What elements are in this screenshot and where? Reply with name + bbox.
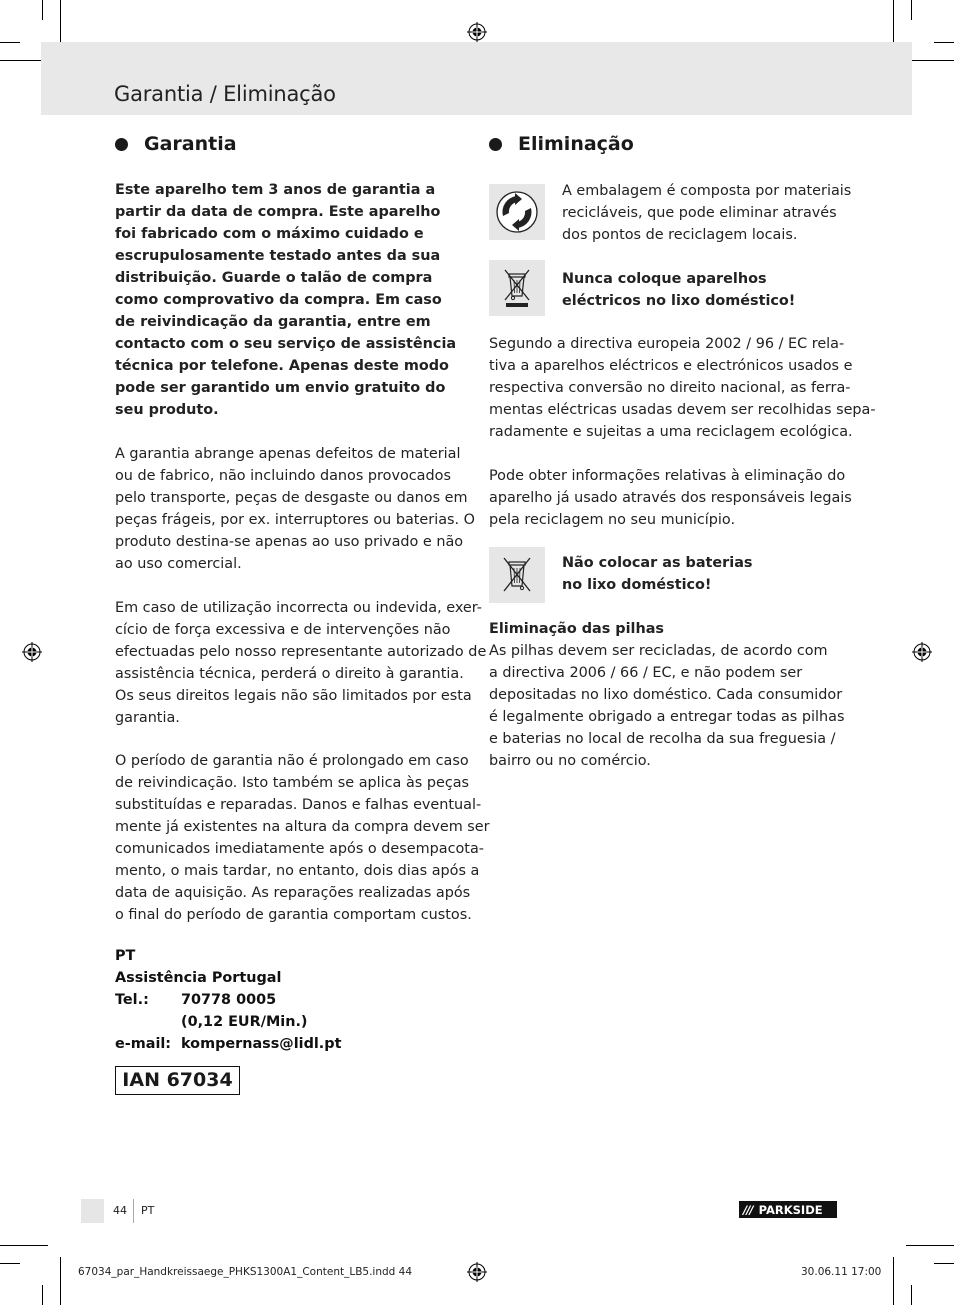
battery-section [489, 618, 844, 772]
text-line: no lixo doméstico! [562, 577, 712, 593]
crop-mark [0, 42, 20, 43]
text-line: Este aparelho tem 3 anos de garantia a [115, 182, 436, 198]
text-line: ao uso comercial. [115, 556, 242, 572]
text-line: partir da data de compra. Este aparelho [115, 204, 441, 220]
battery-warning [562, 552, 752, 596]
contact-tel-label: Tel.: [115, 992, 149, 1008]
text-line: bairro ou no comércio. [489, 753, 651, 769]
page-number: 44 [113, 1204, 127, 1217]
contact-country: PT [115, 948, 136, 964]
brand-name: PARKSIDE [758, 1202, 823, 1217]
text-line: pode ser garantido um envio gratuito do [115, 380, 446, 396]
text-line: Pode obter informações relativas à eliminação do [489, 468, 846, 484]
crop-mark [0, 1245, 48, 1246]
crop-mark [906, 60, 954, 61]
warranty-heading [115, 133, 237, 155]
crop-mark [906, 1245, 954, 1246]
text-line: Nunca coloque aparelhos [562, 271, 767, 287]
text-line: mente já existentes na altura da compra devem ser [115, 819, 490, 835]
text-line: peças frágeis, por ex. interruptores ou baterias. O [115, 512, 475, 528]
bullet-icon [489, 138, 502, 151]
directive-text [489, 333, 876, 443]
registration-mark-icon [467, 22, 487, 42]
registration-mark-icon [467, 1262, 487, 1282]
disposal-heading-text: Eliminação [518, 133, 634, 155]
warranty-heading-text: Garantia [144, 133, 237, 155]
text-line: depositadas no lixo doméstico. Cada consumidor [489, 687, 843, 703]
crop-mark [911, 0, 912, 20]
crop-mark [893, 1257, 894, 1305]
green-dot-recycling-icon [489, 184, 545, 240]
crop-mark [42, 0, 43, 20]
page-divider [133, 1199, 134, 1223]
text-line: respectiva conversão no direito nacional, as ferra- [489, 380, 851, 396]
warranty-intro [115, 179, 456, 421]
spacer [115, 1011, 181, 1033]
text-line: mento, o mais tardar, no entanto, dois dias após a [115, 863, 480, 879]
contact-tel-rate: (0,12 EUR/Min.) [181, 1014, 308, 1030]
crop-mark [911, 1285, 912, 1305]
text-line: distribuição. Guarde o talão de compra [115, 270, 433, 286]
contact-tel-number[interactable]: 70778 0005 [181, 992, 277, 1008]
text-line: contacto com o seu serviço de assistência [115, 336, 457, 352]
text-line: produto destina-se apenas ao uso privado e não [115, 534, 464, 550]
text-line: Não colocar as baterias [562, 555, 753, 571]
parkside-logo [739, 1201, 837, 1218]
page-title: Garantia / Eliminação [114, 82, 336, 106]
text-line: radamente e sujeitas a uma reciclagem ecológica. [489, 424, 853, 440]
no-household-warning [562, 268, 795, 312]
crop-mark [42, 1285, 43, 1305]
text-line: substituídas e reparadas. Danos e falhas eventual- [115, 797, 482, 813]
text-line: aparelho já usado através dos responsáveis legais [489, 490, 852, 506]
text-line: Os seus direitos legais não são limitados por esta [115, 688, 472, 704]
warranty-misuse [115, 597, 486, 729]
contact-service: Assistência Portugal [115, 970, 282, 986]
text-line: o final do período de garantia comportam custos. [115, 907, 472, 923]
crop-mark [893, 0, 894, 48]
info-text [489, 465, 852, 531]
warranty-coverage [115, 443, 475, 575]
crop-mark [0, 1263, 20, 1264]
text-line: recicláveis, que pode eliminar através [562, 205, 837, 221]
crop-mark [60, 1257, 61, 1305]
print-timestamp: 30.06.11 17:00 [801, 1266, 882, 1278]
text-line: pelo transporte, peças de desgaste ou danos em [115, 490, 468, 506]
contact-email[interactable]: kompernass@lidl.pt [181, 1036, 342, 1052]
text-line: cício de força excessiva e de intervenções não [115, 622, 451, 638]
text-line: dos pontos de reciclagem locais. [562, 227, 798, 243]
text-line: técnica por telefone. Apenas deste modo [115, 358, 449, 374]
text-line: de reivindicação. Isto também se aplica às peças [115, 775, 470, 791]
registration-mark-icon [22, 642, 42, 662]
brand-slashes: /// [743, 1202, 753, 1217]
text-line: assistência técnica, perderá o direito à garantia. [115, 666, 464, 682]
text-line: a directiva 2006 / 66 / EC, e não podem ser [489, 665, 803, 681]
bullet-icon [115, 138, 128, 151]
text-line: Em caso de utilização incorrecta ou indevida, exer- [115, 600, 482, 616]
text-line: foi fabricado com o máximo cuidado e [115, 226, 424, 242]
crossed-out-wheelie-bin-icon [489, 260, 545, 316]
crop-mark [934, 1263, 954, 1264]
text-line: como comprovativo da compra. Em caso [115, 292, 442, 308]
packaging-text [562, 180, 851, 246]
text-line: ou de fabrico, não incluindo danos provocados [115, 468, 451, 484]
text-line: data de aquisição. As reparações realizadas após [115, 885, 471, 901]
print-file-info: 67034_par_Handkreissaege_PHKS1300A1_Content_LB5.indd 44 [78, 1266, 413, 1278]
text-line: A garantia abrange apenas defeitos de material [115, 446, 461, 462]
crop-mark [60, 0, 61, 48]
contact-email-label: e-mail: [115, 1036, 172, 1052]
text-line: O período de garantia não é prolongado em caso [115, 753, 469, 769]
disposal-heading [489, 133, 634, 155]
service-contact [115, 945, 341, 1055]
text-line: A embalagem é composta por materiais [562, 183, 852, 199]
text-line: comunicados imediatamente após o desempacota- [115, 841, 484, 857]
text-line: tiva a aparelhos eléctricos e electrónicos usados e [489, 358, 853, 374]
text-line: escrupulosamente testado antes da sua [115, 248, 441, 264]
page-language: PT [141, 1204, 155, 1217]
text-line: mentas eléctricas usadas devem ser recolhidas sepa- [489, 402, 876, 418]
text-line: As pilhas devem ser recicladas, de acordo com [489, 643, 828, 659]
crossed-out-battery-bin-icon [489, 547, 545, 603]
crop-mark [934, 42, 954, 43]
text-line: eléctricos no lixo doméstico! [562, 293, 796, 309]
text-line: de reivindicação da garantia, entre em [115, 314, 431, 330]
text-line: seu produto. [115, 402, 219, 418]
text-line: e baterias no local de recolha da sua freguesia / [489, 731, 836, 747]
ian-number-box: IAN 67034 [115, 1066, 240, 1095]
text-line: pela reciclagem no seu município. [489, 512, 736, 528]
battery-heading: Eliminação das pilhas [489, 621, 664, 637]
warranty-period [115, 750, 490, 926]
page-number-box [81, 1199, 104, 1223]
registration-mark-icon [912, 642, 932, 662]
text-line: Segundo a directiva europeia 2002 / 96 / EC rela- [489, 336, 845, 352]
text-line: garantia. [115, 710, 180, 726]
text-line: efectuadas pelo nosso representante autorizado de [115, 644, 487, 660]
text-line: é legalmente obrigado a entregar todas as pilhas [489, 709, 845, 725]
